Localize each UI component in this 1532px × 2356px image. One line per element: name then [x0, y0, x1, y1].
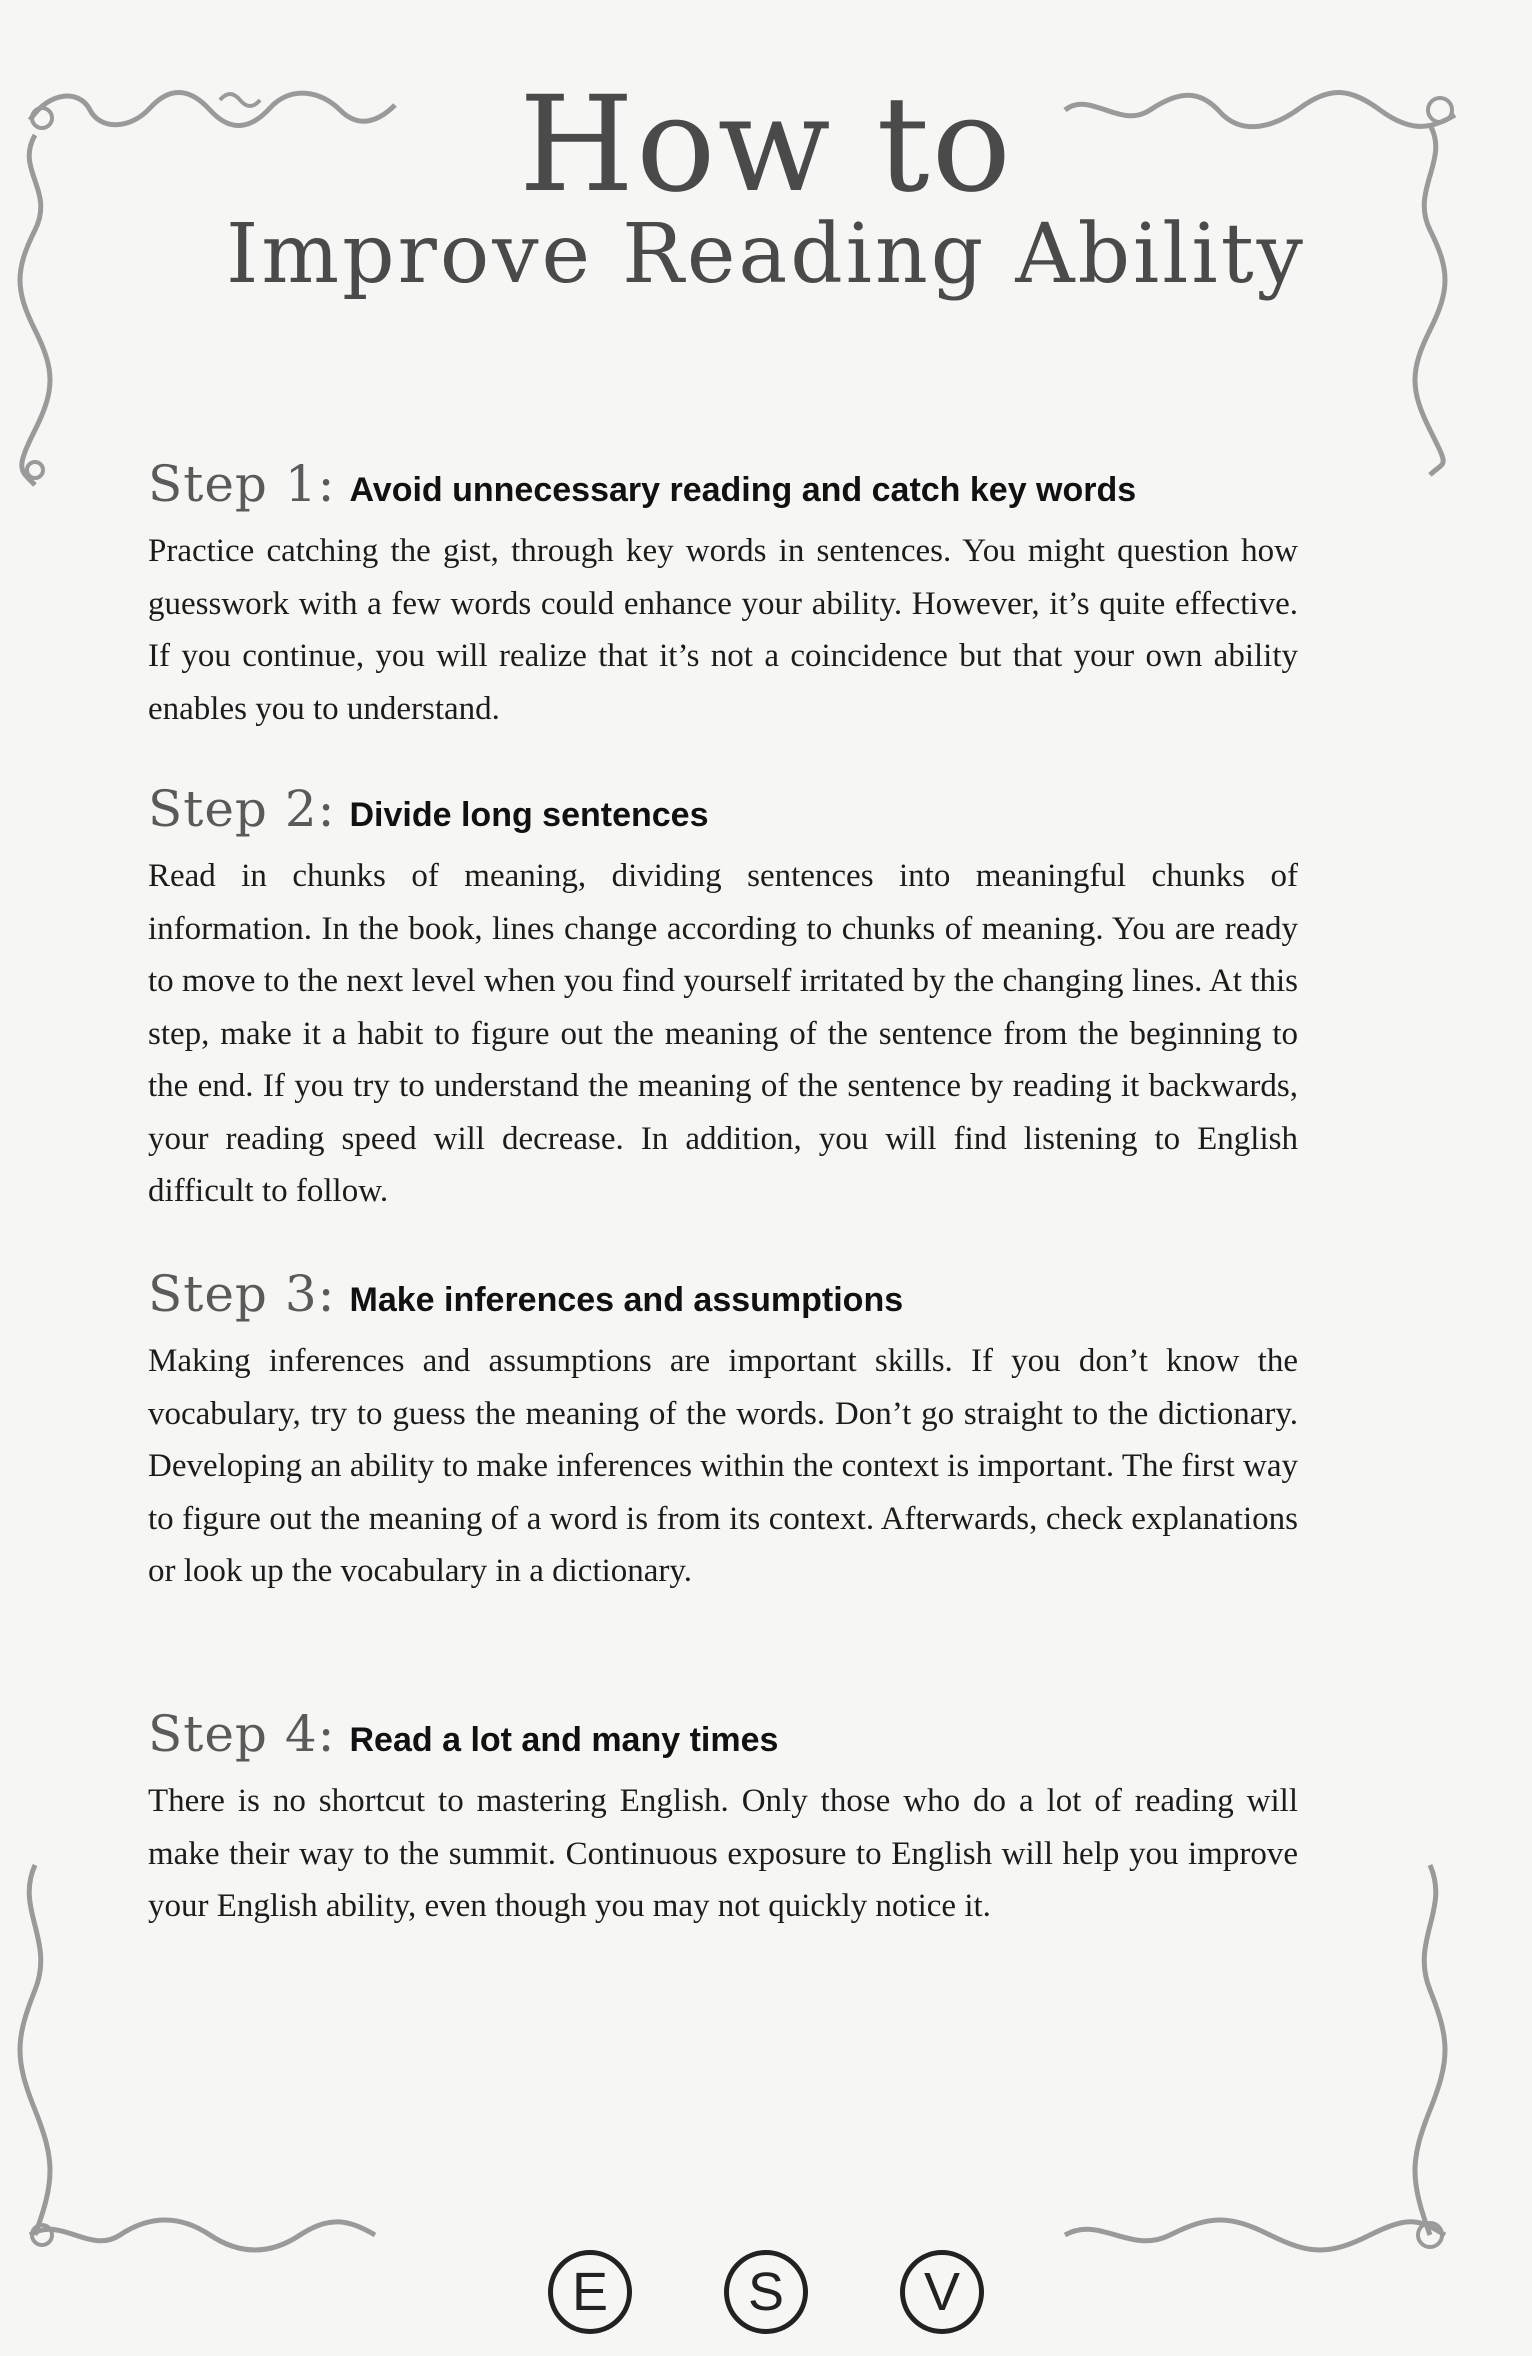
- step-title: Make inferences and assumptions: [349, 1281, 904, 1319]
- step-heading: [148, 1705, 1298, 1763]
- step-body: Read in chunks of meaning, dividing sentences into meaningful chunks of information. In the book, lines change according to chunks of meaning. You are ready to move to the next level when you find yourself irritated by the changing lines. At this step, make it a habit to figure out the meaning of the sentence from the beginning to the end. If you try to understand the meaning of the sentence by reading it backwards, your reading speed will decrease. In addition, you will find listening to English difficult to follow.: [148, 858, 1298, 1209]
- step-heading: [148, 455, 1298, 513]
- step-2-section: [148, 780, 1298, 1218]
- step-1-section: [148, 455, 1298, 735]
- step-body: Making inferences and assumptions are important skills. If you don’t know the vocabulary, try to guess the meaning of the words. Don’t go straight to the dictionary. Developing an ability to make inferences within the context is important. The first way to figure out the meaning of a word is from its context. Afterwards, check explanations or look up the vocabulary in a dictionary.: [148, 1343, 1298, 1589]
- badge-row: [0, 2250, 1532, 2334]
- step-4-section: [148, 1705, 1298, 1933]
- badge-s: S: [724, 2250, 808, 2334]
- scroll-ornament-icon: [10, 1860, 60, 2240]
- scroll-ornament-icon: [1405, 1860, 1455, 2240]
- page-title: How to: [518, 68, 1014, 222]
- page-subtitle: Improve Reading Ability: [225, 207, 1307, 302]
- step-3-section: [148, 1265, 1298, 1598]
- step-title: Avoid unnecessary reading and catch key words: [349, 471, 1137, 509]
- badge-e: E: [548, 2250, 632, 2334]
- step-body: Practice catching the gist, through key words in sentences. You might question how guesswork with a few words could enhance your ability. However, it’s quite effective. If you continue, you will realize that it’s not a coincidence but that your own ability enables you to understand.: [148, 533, 1298, 727]
- badge-v: V: [900, 2250, 984, 2334]
- step-body: There is no shortcut to mastering English. Only those who do a lot of reading will make their way to the summit. Continuous exposure to English will help you improve your English ability, even though you may not quickly notice it.: [148, 1783, 1298, 1924]
- step-label: Step 2:: [148, 780, 336, 838]
- step-label: Step 1:: [148, 455, 336, 513]
- step-label: Step 3:: [148, 1265, 336, 1323]
- step-label: Step 4:: [148, 1705, 336, 1763]
- step-title: Divide long sentences: [349, 796, 709, 834]
- step-heading: [148, 780, 1298, 838]
- step-title: Read a lot and many times: [349, 1721, 779, 1759]
- step-heading: [148, 1265, 1298, 1323]
